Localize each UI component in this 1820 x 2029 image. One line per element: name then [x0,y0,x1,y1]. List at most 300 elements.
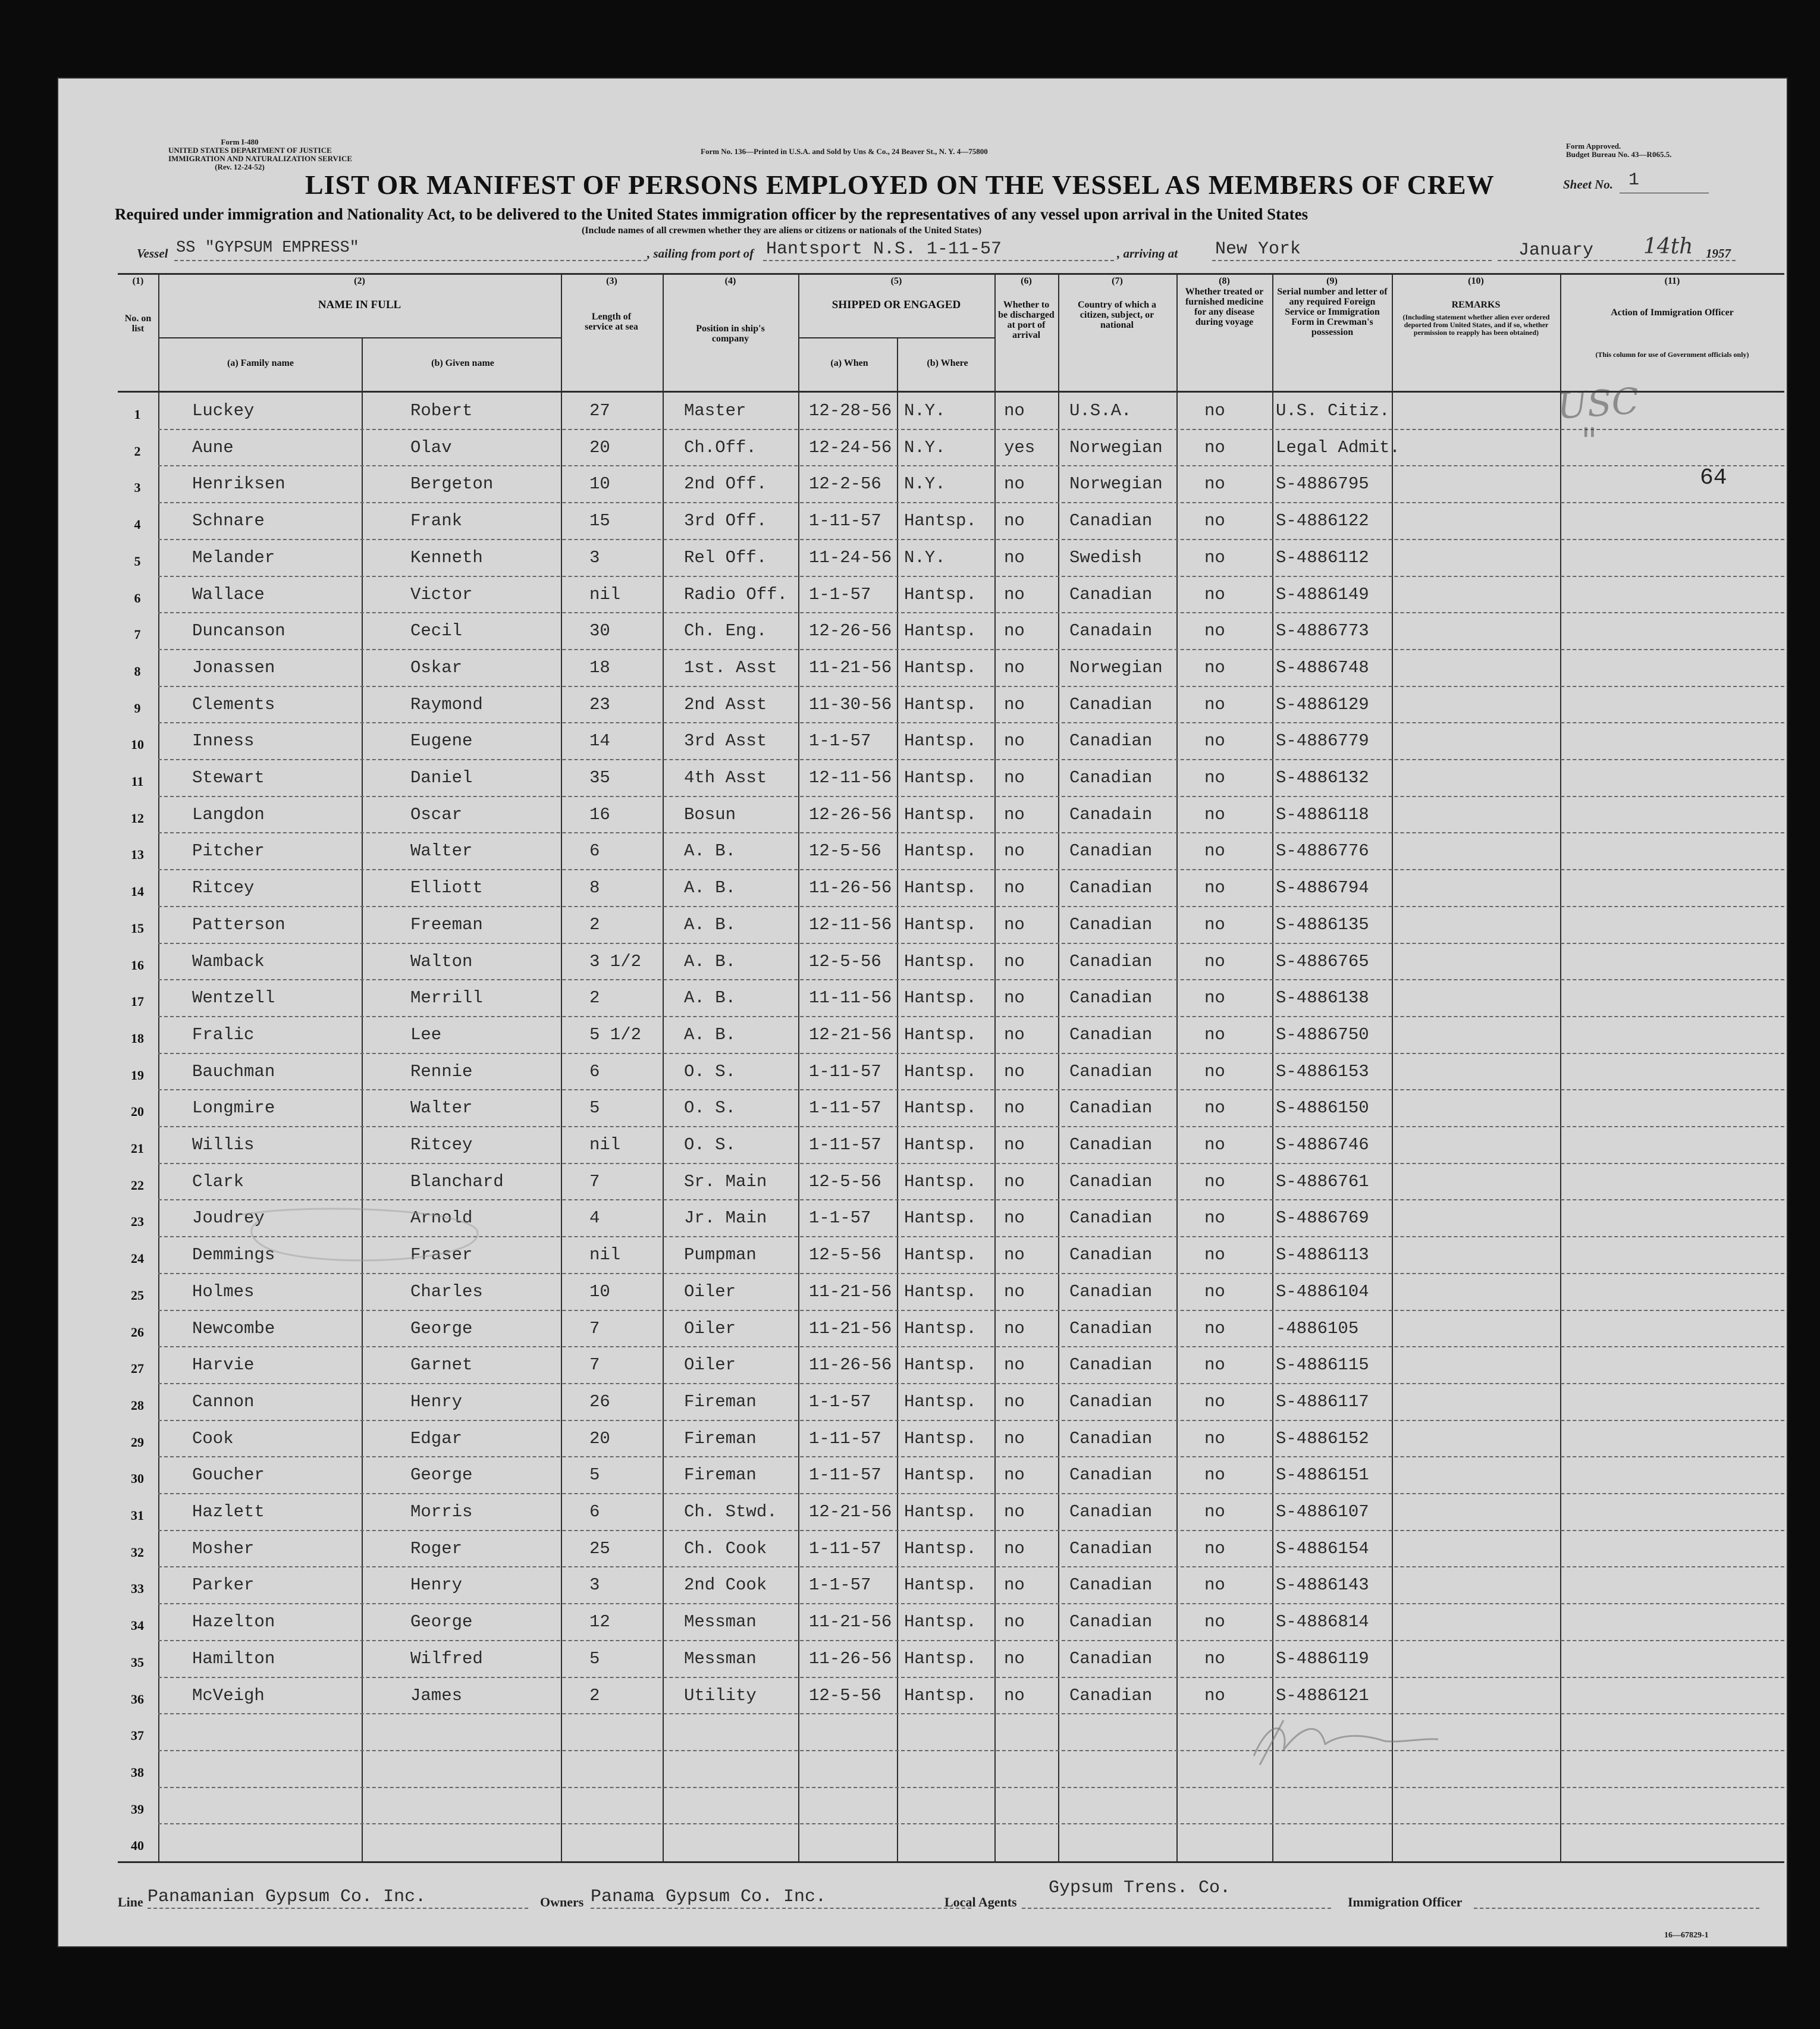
row-rule [158,649,1784,650]
form-code: 16—67829-1 [1664,1931,1709,1940]
crew-service: 5 [589,1648,600,1669]
crew-where: Hantsp. [904,1355,977,1375]
row-number: 25 [131,1287,144,1303]
crew-service: 7 [589,1318,600,1338]
crew-discharged: yes [1004,437,1035,457]
department-name: UNITED STATES DEPARTMENT OF JUSTICE [168,146,332,155]
crew-given: Henry [410,1575,463,1595]
crew-medicine: no [1204,511,1225,531]
row-rule [158,1823,1784,1824]
crew-service: 23 [589,694,610,714]
crew-country: Canadian [1069,1428,1153,1448]
crew-given: Walter [410,841,473,861]
col-1-number: (1) [132,276,144,286]
arrival-year: 1957 [1706,246,1731,261]
crew-service: 10 [589,474,610,494]
crew-serial: S-4886795 [1276,474,1369,494]
crew-discharged: no [1004,1391,1025,1412]
crew-country: Canadian [1069,1098,1153,1118]
crew-service: 4 [589,1208,600,1228]
line-label: Line [118,1895,143,1909]
crew-position: Messman [684,1612,757,1632]
crew-serial: S-4886154 [1276,1538,1369,1558]
crew-country: Canadian [1069,1502,1153,1522]
crew-country: Canadian [1069,511,1153,531]
row-number: 20 [131,1104,144,1119]
crew-discharged: no [1004,988,1025,1008]
crew-serial: S-4886150 [1276,1098,1369,1118]
crew-service: 5 [589,1098,600,1118]
crew-when: 11-24-56 [809,547,892,567]
crew-country: Canadian [1069,1648,1153,1669]
crew-country: Canadian [1069,841,1153,861]
crew-given: Charles [410,1281,483,1302]
crew-position: 4th Asst [684,768,767,788]
document-subtitle-note: (Include names of all crewmen whether they are aliens or citizens or nationals of the United States) [582,225,982,236]
crew-when: 11-26-56 [809,878,892,898]
crew-family: Willis [192,1135,255,1155]
crew-discharged: no [1004,621,1025,641]
crew-service: 7 [589,1171,600,1191]
row-rule [158,1383,1784,1384]
crew-country: Canadian [1069,1061,1153,1081]
crew-when: 12-28-56 [809,401,892,421]
row-rule [158,539,1784,540]
crew-service: 2 [589,1685,600,1705]
row-rule [158,1089,1784,1090]
crew-position: 2nd Asst [684,694,767,714]
crew-medicine: no [1204,401,1225,421]
crew-position: Fireman [684,1465,757,1485]
col-3-header: Length of service at sea [585,312,638,332]
row-rule [158,1640,1784,1641]
crew-given: Frank [410,511,463,531]
crew-discharged: no [1004,1648,1025,1669]
crew-family: Hamilton [192,1648,275,1669]
crew-given: Oscar [410,804,463,824]
crew-family: Newcombe [192,1318,275,1338]
crew-service: 26 [589,1391,610,1412]
arriving-port: New York [1215,239,1301,259]
crew-medicine: no [1204,1135,1225,1155]
crew-discharged: no [1004,584,1025,604]
crew-family: Schnare [192,511,265,531]
crew-service: 12 [589,1612,610,1632]
crew-medicine: no [1204,1391,1225,1412]
crew-service: 16 [589,804,610,824]
crew-service: 27 [589,401,610,421]
arrival-month: January [1518,240,1594,261]
crew-discharged: no [1004,1171,1025,1191]
crew-discharged: no [1004,731,1025,751]
crew-discharged: no [1004,511,1025,531]
crew-serial: S-4886761 [1276,1171,1369,1191]
crew-family: Duncanson [192,621,285,641]
crew-family: Mosher [192,1538,255,1558]
row-number: 13 [131,847,144,863]
crew-position: Pumpman [684,1245,757,1265]
crew-medicine: no [1204,1428,1225,1448]
crew-family: Hazlett [192,1502,265,1522]
col-7-number: (7) [1112,276,1123,286]
document-title: LIST OR MANIFEST OF PERSONS EMPLOYED ON THE VESSEL AS MEMBERS OF CREW [305,170,1495,200]
row-rule [158,759,1784,760]
crew-where: Hantsp. [904,1024,977,1045]
crew-given: Raymond [410,694,483,714]
crew-position: Ch. Eng. [684,621,767,641]
crew-position: Bosun [684,804,736,824]
crew-medicine: no [1204,1685,1225,1705]
crew-position: Jr. Main [684,1208,767,1228]
crew-serial: S-4886794 [1276,878,1369,898]
crew-medicine: no [1204,1465,1225,1485]
crew-discharged: no [1004,1281,1025,1302]
crew-where: Hantsp. [904,1575,977,1595]
crew-serial: S-4886746 [1276,1135,1369,1155]
row-number: 3 [134,480,141,496]
sailing-port: Hantsport N.S. 1-11-57 [766,239,1002,259]
crew-serial: S-4886138 [1276,988,1369,1008]
crew-where: Hantsp. [904,1391,977,1412]
crew-family: Harvie [192,1355,255,1375]
crew-when: 12-5-56 [809,1245,881,1265]
crew-when: 1-1-57 [809,1391,871,1412]
crew-where: Hantsp. [904,511,977,531]
crew-when: 1-1-57 [809,1575,871,1595]
crew-country: Canadian [1069,1245,1153,1265]
crew-when: 11-21-56 [809,1281,892,1302]
crew-family: Wentzell [192,988,275,1008]
crew-service: 10 [589,1281,610,1302]
crew-country: Canadian [1069,914,1153,934]
crew-family: Jonassen [192,657,275,678]
crew-where: Hantsp. [904,1098,977,1118]
crew-country: Canadian [1069,1538,1153,1558]
row-number: 1 [134,407,141,422]
crew-family: Hazelton [192,1612,275,1632]
crew-service: 35 [589,768,610,788]
row-rule [158,1310,1784,1311]
crew-family: Clements [192,694,275,714]
crew-country: Norwegian [1069,474,1163,494]
crew-given: James [410,1685,463,1705]
row-number: 6 [134,590,141,606]
crew-given: George [410,1465,473,1485]
row-rule [158,1713,1784,1714]
col-4-header: Position in ship's company [696,324,765,344]
crew-where: Hantsp. [904,694,977,714]
crew-where: Hantsp. [904,804,977,824]
crew-where: Hantsp. [904,1208,977,1228]
crew-service: 15 [589,511,610,531]
row-number: 14 [131,884,144,899]
crew-position: A. B. [684,878,736,898]
col-5a-header: (a) When [830,358,868,368]
col-5-header: SHIPPED OR ENGAGED [831,299,961,311]
crew-when: 12-21-56 [809,1024,892,1045]
row-number: 15 [131,920,144,936]
crew-service: 2 [589,988,600,1008]
crew-position: 2nd Off. [684,474,767,494]
crew-position: Master [684,401,746,421]
row-rule [158,1346,1784,1347]
crew-country: Canadian [1069,1575,1153,1595]
crew-country: Canadian [1069,1171,1153,1191]
crew-service: nil [589,1135,621,1155]
crew-country: Canadian [1069,1465,1153,1485]
crew-given: Kenneth [410,547,483,567]
crew-when: 11-21-56 [809,1612,892,1632]
crew-position: Radio Off. [684,584,788,604]
row-rule [158,1603,1784,1604]
crew-where: N.Y. [904,401,946,421]
crew-medicine: no [1204,768,1225,788]
crew-serial: S-4886776 [1276,841,1369,861]
row-number: 30 [131,1471,144,1487]
row-number: 9 [134,700,141,716]
row-number: 10 [131,737,144,752]
crew-where: Hantsp. [904,1135,977,1155]
crew-when: 12-5-56 [809,951,881,971]
row-rule [158,1163,1784,1164]
crew-country: Canadian [1069,1612,1153,1632]
crew-country: Canadian [1069,1024,1153,1045]
crew-position: O. S. [684,1098,736,1118]
crew-given: Blanchard [410,1171,504,1191]
crew-where: Hantsp. [904,1648,977,1669]
crew-country: Canadian [1069,1391,1153,1412]
crew-where: Hantsp. [904,1465,977,1485]
crew-position: Ch.Off. [684,437,757,457]
crew-given: Lee [410,1024,442,1045]
crew-discharged: no [1004,878,1025,898]
printer-note: Form No. 136—Printed in U.S.A. and Sold by Uns & Co., 24 Beaver St., N. Y. 4—75800 [701,147,988,156]
col-9-number: (9) [1326,276,1338,286]
crew-discharged: no [1004,1428,1025,1448]
crew-position: Utility [684,1685,757,1705]
crew-discharged: no [1004,1318,1025,1338]
crew-service: 30 [589,621,610,641]
col-10-note: (Including statement whether alien ever ordered deported from United States, and if so, whether permission to reapply has been obtained) [1402,313,1550,337]
crew-position: 3rd Off. [684,511,767,531]
crew-serial: S-4886107 [1276,1502,1369,1522]
row-number: 40 [131,1838,144,1854]
row-rule [158,906,1784,907]
crew-family: Cook [192,1428,234,1448]
vessel-name: SS "GYPSUM EMPRESS" [176,239,359,257]
crew-discharged: no [1004,768,1025,788]
crew-serial: S-4886773 [1276,621,1369,641]
crew-family: Henriksen [192,474,285,494]
crew-medicine: no [1204,437,1225,457]
crew-medicine: no [1204,694,1225,714]
crew-family: Cannon [192,1391,255,1412]
col-10-number: (10) [1468,276,1484,286]
col-2b-header: (b) Given name [431,358,494,368]
left-form-block [168,137,353,171]
crew-when: 12-5-56 [809,1685,881,1705]
row-number: 16 [131,957,144,973]
row-number: 31 [131,1508,144,1523]
row-rule [158,465,1784,466]
crew-position: Oiler [684,1318,736,1338]
crew-where: Hantsp. [904,1685,977,1705]
crew-when: 12-21-56 [809,1502,892,1522]
crew-where: Hantsp. [904,657,977,678]
crew-service: 20 [589,1428,610,1448]
crew-service: 14 [589,731,610,751]
row-rule [158,1016,1784,1017]
crew-where: N.Y. [904,474,946,494]
crew-given: George [410,1318,473,1338]
crew-service: 7 [589,1355,600,1375]
crew-when: 1-1-57 [809,731,871,751]
crew-medicine: no [1204,621,1225,641]
crew-serial: S-4886118 [1276,804,1369,824]
crew-discharged: no [1004,951,1025,971]
crew-serial: S-4886779 [1276,731,1369,751]
crew-family: Holmes [192,1281,255,1302]
crew-where: Hantsp. [904,878,977,898]
crew-medicine: no [1204,1575,1225,1595]
crew-given: Merrill [410,988,483,1008]
crew-serial: S-4886132 [1276,768,1369,788]
crew-service: 18 [589,657,610,678]
row-number: 35 [131,1654,144,1670]
crew-position: Ch. Stwd. [684,1502,777,1522]
crew-country: Canadain [1069,804,1153,824]
local-agents-value: Gypsum Trens. Co. [1049,1878,1231,1898]
col-9-header: Serial number and letter of any required Foreign Service or Immigration Form in Crewman's possession [1277,287,1388,337]
col-5b-header: (b) Where [927,358,968,368]
crew-service: 5 1/2 [589,1024,642,1045]
row-number: 34 [131,1618,144,1633]
col-5-number: (5) [890,276,902,286]
crew-medicine: no [1204,914,1225,934]
form-approved: Form Approved. [1566,142,1621,150]
col-1-header: No. on list [124,313,152,334]
crew-service: 6 [589,841,600,861]
crew-discharged: no [1004,547,1025,567]
initials-scribble [1248,1708,1444,1774]
crew-family: Stewart [192,768,265,788]
col-11-note: (This column for use of Government officials only) [1595,350,1749,359]
crew-family: Aune [192,437,234,457]
crew-country: Norwegian [1069,657,1163,678]
crew-medicine: no [1204,804,1225,824]
crew-position: Oiler [684,1355,736,1375]
crew-when: 1-11-57 [809,1538,881,1558]
crew-serial: S-4886814 [1276,1612,1369,1632]
row-number: 4 [134,517,141,532]
arriving-at-label: , arriving at [1117,246,1178,261]
document-subtitle: Required under immigration and Nationality Act, to be delivered to the United States immigration officer by the representatives of any vessel upon arrival in the United States [115,205,1308,223]
crew-family: Wallace [192,584,265,604]
crew-country: Norwegian [1069,437,1163,457]
crew-family: Demmings [192,1245,275,1265]
crew-when: 12-11-56 [809,768,892,788]
crew-discharged: no [1004,1208,1025,1228]
crew-where: Hantsp. [904,1245,977,1265]
crew-discharged: no [1004,1355,1025,1375]
row-rule [158,502,1784,503]
crew-given: Cecil [410,621,463,641]
crew-given: Victor [410,584,473,604]
crew-given: Ritcey [410,1135,473,1155]
crew-when: 1-11-57 [809,1465,881,1485]
crew-when: 1-11-57 [809,1061,881,1081]
col-11-header: Action of Immigration Officer [1611,308,1734,318]
crew-position: Ch. Cook [684,1538,767,1558]
crew-when: 11-26-56 [809,1355,892,1375]
crew-family: Ritcey [192,878,255,898]
budget-bureau: Budget Bureau No. 43—R065.5. [1566,150,1672,159]
row-rule [158,869,1784,870]
crew-country: Canadian [1069,731,1153,751]
crew-serial: U.S. Citiz. [1276,401,1390,421]
service-name: IMMIGRATION AND NATURALIZATION SERVICE [168,154,353,163]
crew-country: Canadian [1069,1208,1153,1228]
col-6-number: (6) [1021,276,1032,286]
crew-serial: Legal Admit. [1276,437,1400,457]
crew-when: 1-11-57 [809,1428,881,1448]
crew-family: Longmire [192,1098,275,1118]
crew-when: 12-2-56 [809,474,881,494]
crew-discharged: no [1004,1502,1025,1522]
crew-when: 11-21-56 [809,1318,892,1338]
crew-where: Hantsp. [904,1281,977,1302]
crew-country: Canadian [1069,951,1153,971]
crew-where: Hantsp. [904,768,977,788]
crew-discharged: no [1004,694,1025,714]
crew-serial: S-4886151 [1276,1465,1369,1485]
crew-where: Hantsp. [904,951,977,971]
col-2a-header: (a) Family name [227,358,294,368]
row-rule [158,796,1784,797]
crew-serial: S-4886153 [1276,1061,1369,1081]
crew-service: 6 [589,1502,600,1522]
crew-given: Daniel [410,768,473,788]
crew-when: 1-11-57 [809,1098,881,1118]
crew-when: 11-11-56 [809,988,892,1008]
crew-when: 1-11-57 [809,1135,881,1155]
crew-country: Canadian [1069,1281,1153,1302]
row-number: 12 [131,810,144,826]
row-number: 33 [131,1581,144,1597]
row-number: 2 [134,443,141,459]
crew-position: Rel Off. [684,547,767,567]
row-rule [158,1677,1784,1678]
crew-family: Inness [192,731,255,751]
crew-serial: S-4886113 [1276,1245,1369,1265]
crew-medicine: no [1204,1538,1225,1558]
crew-family: Melander [192,547,275,567]
crew-country: Canadian [1069,878,1153,898]
col-2-header: NAME IN FULL [318,299,401,311]
crew-when: 11-26-56 [809,1648,892,1669]
crew-discharged: no [1004,657,1025,678]
sheet-number-label: Sheet No. [1563,177,1613,192]
crew-serial: S-4886765 [1276,951,1369,971]
col-11-number: (11) [1664,276,1680,286]
row-rule [158,1787,1784,1788]
crew-where: Hantsp. [904,988,977,1008]
crew-medicine: no [1204,547,1225,567]
crew-position: Fireman [684,1391,757,1412]
row-number: 19 [131,1067,144,1083]
row-number: 22 [131,1177,144,1193]
crew-service: 3 [589,1575,600,1595]
